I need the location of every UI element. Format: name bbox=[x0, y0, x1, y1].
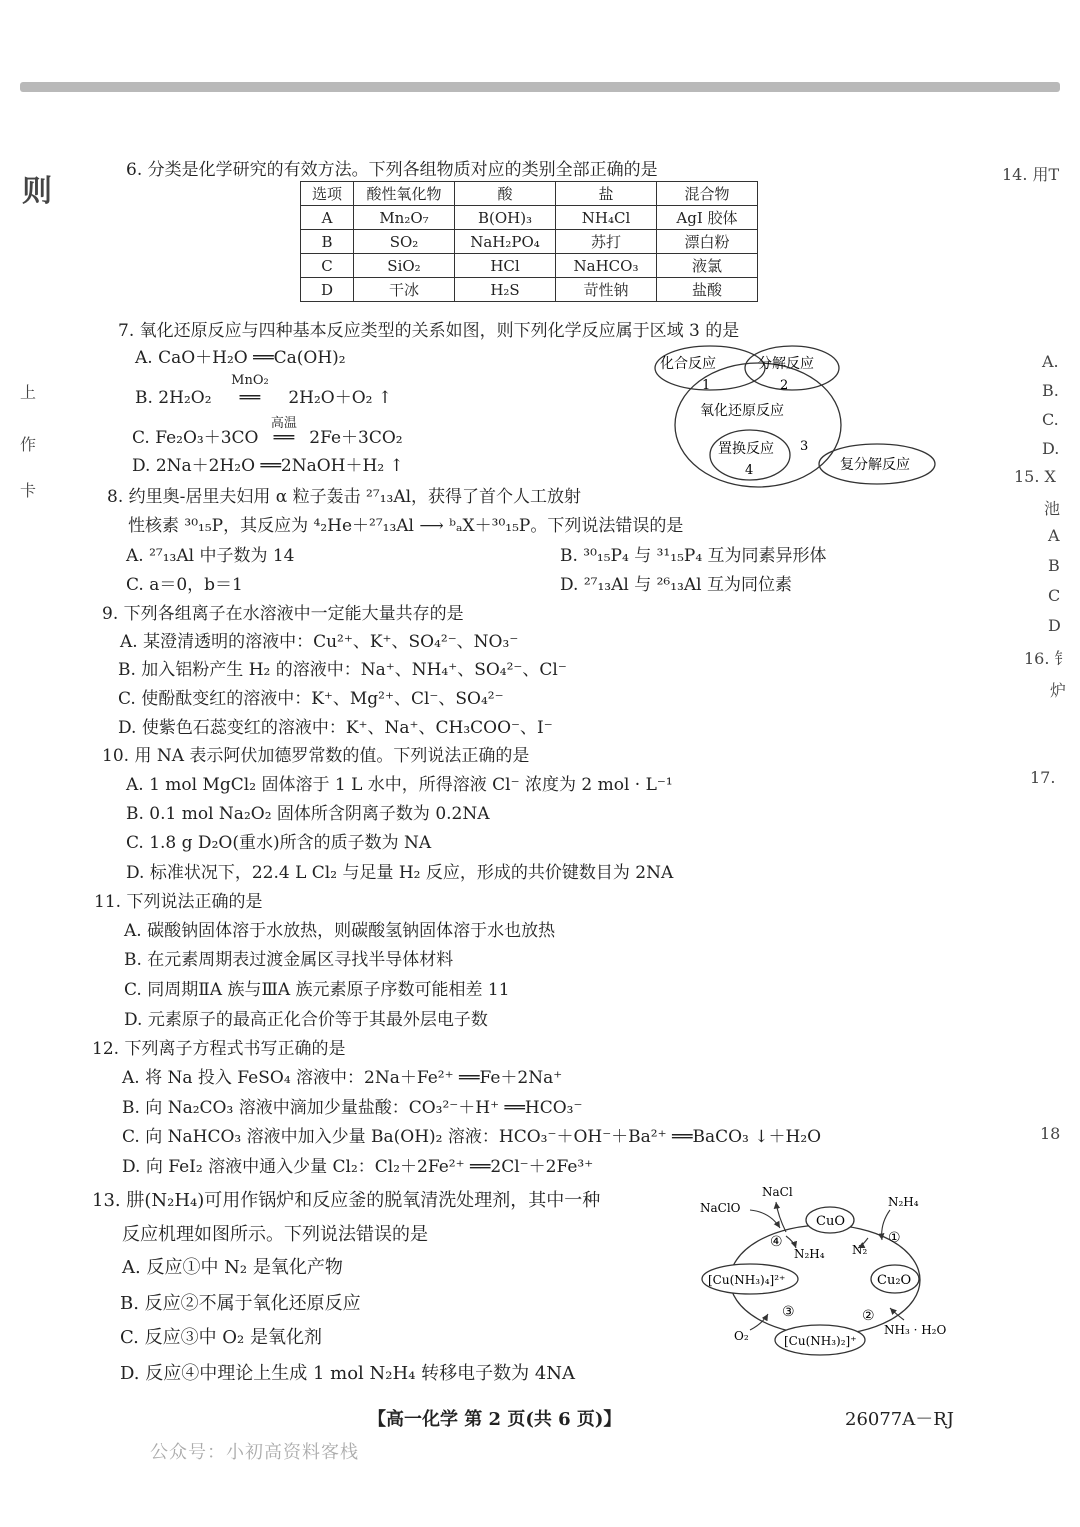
venn-region-1: 1 bbox=[702, 378, 711, 393]
q7-c-equals: ══ bbox=[273, 428, 295, 448]
right-margin-text: B bbox=[1048, 556, 1060, 575]
table-header-row bbox=[301, 182, 758, 206]
q7-option-c bbox=[132, 416, 403, 448]
q12-option-b: B. 向 Na₂CO₃ 溶液中滴加少量盐酸：CO₃²⁻＋H⁺ ══HCO₃⁻ bbox=[122, 1098, 583, 1118]
q10-option-c: C. 1.8 g D₂O(重水)所含的质子数为 NA bbox=[126, 833, 432, 853]
q7-option-b bbox=[135, 373, 393, 408]
table-header: 选项 bbox=[301, 182, 354, 206]
venn-label-redox: 氧化还原反应 bbox=[700, 403, 784, 419]
q8-option-b: B. ³⁰₁₅P₄ 与 ³¹₁₅P₄ 互为同素异形体 bbox=[560, 546, 827, 566]
q12-option-d: D. 向 FeI₂ 溶液中通入少量 Cl₂：Cl₂＋2Fe²⁺ ══2Cl⁻＋2Fe³⁺ bbox=[122, 1157, 594, 1177]
q7-stem: 7. 氧化还原反应与四种基本反应类型的关系如图，则下列化学反应属于区域 3 的是 bbox=[118, 321, 740, 341]
table-cell: Mn₂O₇ bbox=[354, 206, 455, 230]
label-n2: N₂ bbox=[852, 1243, 868, 1257]
q11-option-b: B. 在元素周期表过渡金属区寻找半导体材料 bbox=[124, 950, 454, 970]
venn-label-displacement: 置换反应 bbox=[718, 441, 774, 457]
left-margin-char: 则 bbox=[22, 174, 52, 209]
venn-region-2: 2 bbox=[780, 378, 789, 393]
table-cell: 盐酸 bbox=[657, 278, 758, 302]
step-2: ② bbox=[862, 1308, 875, 1324]
q9-option-c: C. 使酚酞变红的溶液中：K⁺、Mg²⁺、Cl⁻、SO₄²⁻ bbox=[118, 689, 504, 709]
q11-option-a: A. 碳酸钠固体溶于水放热，则碳酸氢钠固体溶于水也放热 bbox=[124, 921, 556, 941]
q9-option-b: B. 加入铝粉产生 H₂ 的溶液中：Na⁺、NH₄⁺、SO₄²⁻、Cl⁻ bbox=[118, 660, 567, 680]
step-1: ① bbox=[888, 1230, 901, 1246]
q10-option-d: D. 标准状况下，22.4 L Cl₂ 与足量 H₂ 反应，形成的共价键数目为 2NA bbox=[126, 863, 674, 883]
label-n2h4-out: N₂H₄ bbox=[794, 1247, 825, 1261]
venn-label-double: 复分解反应 bbox=[840, 457, 910, 473]
q13-stem-line2: 反应机理如图所示。下列说法错误的是 bbox=[122, 1224, 428, 1245]
q9-option-d: D. 使紫色石蕊变红的溶液中：K⁺、Na⁺、CH₃COO⁻、I⁻ bbox=[118, 718, 553, 738]
q13-stem-line1: 13. 肼(N₂H₄)可用作锅炉和反应釜的脱氧清洗处理剂，其中一种 bbox=[92, 1190, 601, 1211]
q7-b-reactants: B. 2H₂O₂ bbox=[135, 388, 212, 408]
q7-venn-diagram bbox=[640, 340, 950, 490]
q7-option-d: D. 2Na＋2H₂O ══2NaOH＋H₂ ↑ bbox=[132, 456, 404, 476]
q6-stem: 6. 分类是化学研究的有效方法。下列各组物质对应的类别全部正确的是 bbox=[126, 160, 658, 180]
q8-option-a: A. ²⁷₁₃Al 中子数为 14 bbox=[126, 546, 295, 566]
label-cu2o: Cu₂O bbox=[877, 1273, 912, 1288]
q12-stem: 12. 下列离子方程式书写正确的是 bbox=[92, 1039, 346, 1059]
left-margin-char: 作 bbox=[20, 435, 37, 454]
q7-option-a: A. CaO＋H₂O ══Ca(OH)₂ bbox=[135, 348, 346, 368]
table-cell: NaH₂PO₄ bbox=[455, 230, 556, 254]
right-margin-text: D. bbox=[1042, 439, 1060, 458]
q7-c-condition: 高温 bbox=[270, 416, 297, 431]
q11-option-c: C. 同周期ⅡA 族与ⅢA 族元素原子序数可能相差 11 bbox=[124, 980, 510, 1000]
right-margin-text: 池 bbox=[1044, 499, 1061, 518]
table-cell: A bbox=[301, 206, 354, 230]
arrow-nacl-out bbox=[776, 1202, 786, 1232]
table-row bbox=[301, 254, 758, 278]
table-cell: 干冰 bbox=[354, 278, 455, 302]
page-footer-label: 【高一化学 第 2 页(共 6 页)】 bbox=[368, 1409, 622, 1430]
q9-stem: 9. 下列各组离子在水溶液中一定能大量共存的是 bbox=[102, 604, 464, 624]
q10-option-b: B. 0.1 mol Na₂O₂ 固体所含阴离子数为 0.2NA bbox=[126, 804, 490, 824]
table-cell: 苛性钠 bbox=[556, 278, 657, 302]
venn-region-4: 4 bbox=[745, 463, 754, 478]
label-cu-nh3-2: [Cu(NH₃)₂]⁺ bbox=[784, 1334, 857, 1348]
label-o2: O₂ bbox=[734, 1329, 749, 1343]
table-cell: NH₄Cl bbox=[556, 206, 657, 230]
label-nh3-h2o: NH₃ · H₂O bbox=[884, 1323, 947, 1337]
right-margin-text: A bbox=[1048, 526, 1060, 545]
venn-region-3: 3 bbox=[800, 439, 809, 454]
table-cell: 液氯 bbox=[657, 254, 758, 278]
right-margin-text: A. bbox=[1042, 352, 1059, 371]
q13-option-a: A. 反应①中 N₂ 是氧化产物 bbox=[122, 1257, 343, 1278]
left-margin-char: 卡 bbox=[20, 481, 37, 500]
q11-option-d: D. 元素原子的最高正化合价等于其最外层电子数 bbox=[124, 1010, 488, 1030]
q7-c-reactants: C. Fe₂O₃＋3CO bbox=[132, 428, 259, 448]
q8-option-c: C. a＝0，b＝1 bbox=[126, 575, 243, 595]
right-margin-text: D bbox=[1048, 616, 1061, 635]
watermark: 公众号：小初高资料客栈 bbox=[150, 1442, 359, 1463]
right-margin-text: 18 bbox=[1040, 1124, 1061, 1143]
table-cell: NaHCO₃ bbox=[556, 254, 657, 278]
table-cell: 苏打 bbox=[556, 230, 657, 254]
right-margin-text: B. bbox=[1042, 381, 1059, 400]
right-margin-text: 17. bbox=[1030, 768, 1056, 787]
label-cu-nh3-4: [Cu(NH₃)₄]²⁺ bbox=[708, 1273, 786, 1287]
table-row bbox=[301, 206, 758, 230]
arrow-naclo-in bbox=[750, 1210, 780, 1228]
table-header: 混合物 bbox=[657, 182, 758, 206]
table-cell: H₂S bbox=[455, 278, 556, 302]
left-margin-char: 上 bbox=[20, 383, 37, 402]
venn-label-combination: 化合反应 bbox=[660, 356, 716, 372]
q10-option-a: A. 1 mol MgCl₂ 固体溶于 1 L 水中，所得溶液 Cl⁻ 浓度为 2 mol · L⁻¹ bbox=[126, 775, 673, 795]
scan-top-edge bbox=[20, 82, 1060, 92]
table-cell: SiO₂ bbox=[354, 254, 455, 278]
table-cell: B bbox=[301, 230, 354, 254]
label-cuo: CuO bbox=[816, 1214, 845, 1229]
q6-table bbox=[300, 181, 758, 302]
q13-option-c: C. 反应③中 O₂ 是氧化剂 bbox=[120, 1327, 322, 1348]
q7-c-products: 2Fe＋3CO₂ bbox=[309, 428, 403, 448]
table-header: 酸 bbox=[455, 182, 556, 206]
table-cell: 漂白粉 bbox=[657, 230, 758, 254]
table-header: 酸性氧化物 bbox=[354, 182, 455, 206]
label-n2h4-in: N₂H₄ bbox=[888, 1195, 919, 1209]
table-cell: D bbox=[301, 278, 354, 302]
right-margin-text: 15. X bbox=[1014, 467, 1056, 486]
label-nacl: NaCl bbox=[762, 1185, 793, 1199]
right-margin-text: 14. 用T bbox=[1002, 165, 1060, 184]
q9-option-a: A. 某澄清透明的溶液中：Cu²⁺、K⁺、SO₄²⁻、NO₃⁻ bbox=[120, 632, 519, 652]
q7-b-products: 2H₂O＋O₂ ↑ bbox=[288, 388, 393, 408]
table-row bbox=[301, 278, 758, 302]
q12-option-a: A. 将 Na 投入 FeSO₄ 溶液中：2Na＋Fe²⁺ ══Fe＋2Na⁺ bbox=[122, 1068, 563, 1088]
q8-option-d: D. ²⁷₁₃Al 与 ²⁶₁₃Al 互为同位素 bbox=[560, 575, 792, 595]
q8-stem-line1: 8. 约里奥-居里夫妇用 α 粒子轰击 ²⁷₁₃Al，获得了首个人工放射 bbox=[107, 487, 582, 507]
table-cell: HCl bbox=[455, 254, 556, 278]
q10-stem: 10. 用 NA 表示阿伏加德罗常数的值。下列说法正确的是 bbox=[102, 746, 530, 766]
venn-redox bbox=[675, 363, 841, 487]
table-cell: B(OH)₃ bbox=[455, 206, 556, 230]
right-margin-text: C bbox=[1048, 586, 1061, 605]
q13-option-b: B. 反应②不属于氧化还原反应 bbox=[120, 1293, 361, 1314]
q11-stem: 11. 下列说法正确的是 bbox=[94, 892, 263, 912]
table-cell: AgI 胶体 bbox=[657, 206, 758, 230]
q8-stem-line2: 性核素 ³⁰₁₅P，其反应为 ⁴₂He＋²⁷₁₃Al ⟶ ᵇₐX＋³⁰₁₅P。下列说法错误的是 bbox=[128, 516, 684, 536]
right-margin-text: 炉 bbox=[1050, 681, 1067, 700]
q12-option-c: C. 向 NaHCO₃ 溶液中加入少量 Ba(OH)₂ 溶液：HCO₃⁻＋OH⁻＋Ba²⁺ ══BaCO₃ ↓＋H₂O bbox=[122, 1127, 822, 1147]
q7-b-equals: ══ bbox=[239, 388, 261, 408]
table-row bbox=[301, 230, 758, 254]
step-3: ③ bbox=[782, 1304, 795, 1320]
table-cell: C bbox=[301, 254, 354, 278]
venn-label-decomposition: 分解反应 bbox=[758, 356, 814, 372]
label-naclo: NaClO bbox=[700, 1201, 741, 1215]
q13-mechanism-diagram bbox=[690, 1180, 980, 1365]
right-margin-text: 16. 钅 bbox=[1024, 649, 1071, 668]
table-header: 盐 bbox=[556, 182, 657, 206]
right-margin-text: C. bbox=[1042, 410, 1059, 429]
q13-option-d: D. 反应④中理论上生成 1 mol N₂H₄ 转移电子数为 4NA bbox=[120, 1363, 576, 1384]
paper-code: 26077A－RJ bbox=[845, 1409, 955, 1430]
table-cell: SO₂ bbox=[354, 230, 455, 254]
q7-b-condition: MnO₂ bbox=[231, 373, 269, 388]
step-4: ④ bbox=[770, 1234, 783, 1250]
